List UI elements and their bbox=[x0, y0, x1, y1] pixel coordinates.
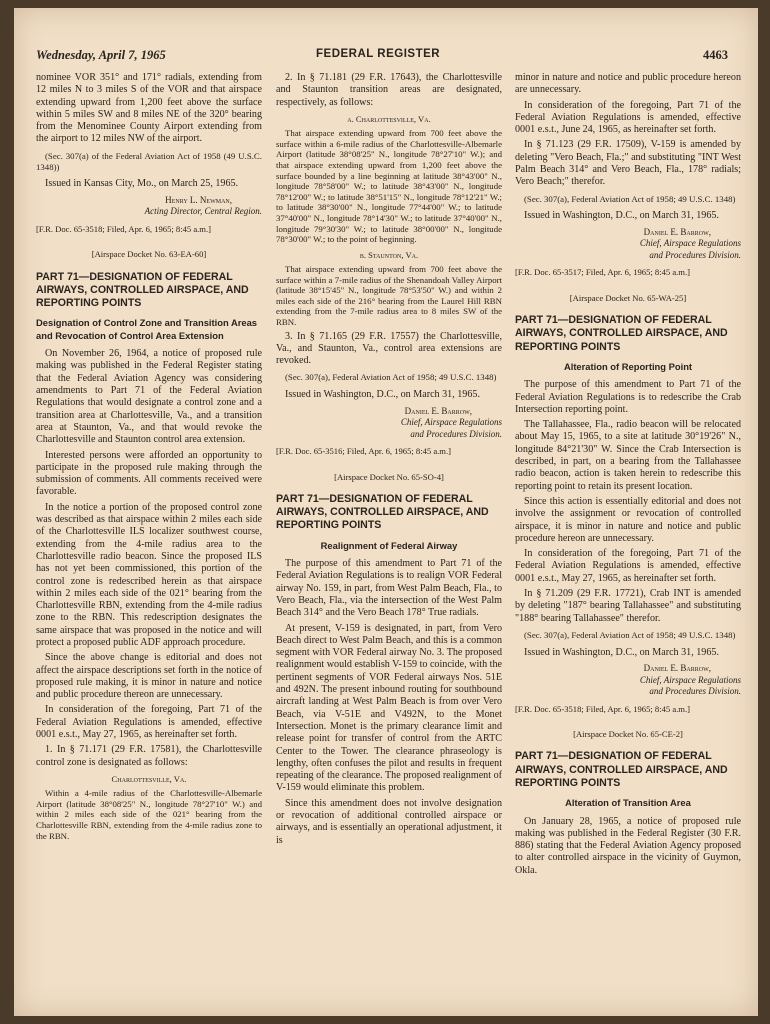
paragraph: Since this action is essentially editorial and does not involve the assignment or revocation of controlled airspace, it is minor in nature and notice and public procedure hereon are unnecessary. bbox=[515, 495, 741, 544]
column-2 bbox=[276, 72, 502, 850]
signer-title: Chief, Airspace Regulations bbox=[400, 417, 502, 428]
signature-block bbox=[36, 195, 262, 218]
paragraph: Interested persons were afforded an opportunity to participate in the proposed rule making through the submission of comments. All comments received were favorable. bbox=[36, 449, 262, 498]
page-number: 4463 bbox=[703, 48, 728, 62]
citation: (Sec. 307(a), Federal Aviation Act of 1958; 49 U.S.C. 1348) bbox=[285, 372, 497, 383]
section-subheading: Designation of Control Zone and Transition Areas and Revocation of Control Area Extension bbox=[36, 317, 258, 341]
paragraph: On November 26, 1964, a notice of proposed rule making was published in the Federal Register stating that the Federal Aviation Agency was considering amendments to Part 71 of the Federal Aviation Regulations that would designate a control zone and a transition area at Charlottesville, Va., and a transition area at Staunton, Va., and that would revoke the Charlottesville and Staunton control area extension. bbox=[36, 348, 262, 446]
paragraph: In consideration of the foregoing, Part 71 of the Federal Aviation Regulations is amended, effective 0001 e.s.t., June 24, 1965, as hereinafter set forth. bbox=[515, 99, 741, 136]
header-date: Wednesday, April 7, 1965 bbox=[36, 48, 166, 62]
signer-title: and Procedures Division. bbox=[649, 249, 741, 260]
issued-line: Issued in Washington, D.C., on March 31, 1965. bbox=[524, 210, 719, 222]
airspace-description: That airspace extending upward from 700 feet above the surface within a 7-mile radius of the Shenandoah Valley Airport (latitude 38°15'45" N., longitude 78°53'50" W.) and within 2 miles each side of the 216° bearing from the Laurel Hill RBN extending from the 7-mile radius area to 8 miles SW of the RBN. bbox=[276, 264, 502, 327]
citation: (Sec. 307(a), Federal Aviation Act of 1958; 49 U.S.C. 1348) bbox=[524, 193, 736, 204]
docket-number: [Airspace Docket No. 63-EA-60] bbox=[91, 249, 207, 260]
column-3 bbox=[515, 72, 741, 880]
column-1 bbox=[36, 72, 262, 844]
paragraph: In § 71.123 (29 F.R. 17509), V-159 is amended by deleting "Vero Beach, Fla.;" and substituting "INT West Palm Beach 314° and Vero Beach, Fla., 178° radials; Vero Beach;" therefor. bbox=[515, 139, 741, 188]
signer-title: Acting Director, Central Region. bbox=[144, 206, 262, 217]
signer-name: Henry L. Newman, bbox=[165, 194, 232, 205]
paragraph: In § 71.209 (29 F.R. 17721), Crab INT is amended by deleting "187° bearing Tallahassee" and substituting "188° bearing Tallahassee" therefor. bbox=[515, 588, 741, 624]
signature-block bbox=[515, 663, 741, 698]
signature-block bbox=[515, 227, 741, 262]
part-heading: PART 71—DESIGNATION OF FEDERAL AIRWAYS, CONTROLLED AIRSPACE, AND REPORTING POINTS bbox=[515, 750, 728, 789]
paragraph: On January 28, 1965, a notice of proposed rule making was published in the Federal Register (30 F.R. 886) stating that the Federal Aviation Agency proposed to alter controlled airspace in the vicinity of Guymon, Okla. bbox=[515, 815, 741, 876]
part-heading: PART 71—DESIGNATION OF FEDERAL AIRWAYS, CONTROLLED AIRSPACE, AND REPORTING POINTS bbox=[515, 314, 728, 353]
paragraph: Since this amendment does not involve designation or revocation of additional controlled airspace or airways, and is essentially an operational adjustment, it is bbox=[276, 797, 502, 846]
section-subheading: Realignment of Federal Airway bbox=[320, 539, 458, 551]
signer-title: Chief, Airspace Regulations bbox=[639, 674, 741, 685]
paragraph: In consideration of the foregoing, Part 71 of the Federal Aviation Regulations is amended, effective 0001 e.s.t., May 27, 1965, as hereinafter set forth. bbox=[36, 704, 262, 741]
paragraph: In the notice a portion of the proposed control zone was described as that airspace within 2 miles each side of the Charlottesville ILS localizer southwest course, extending from the 4-mile radius area to the Charlottesville radio beacon. Since the proposed ILS has not yet been commissioned, this portion of the control zone is redescribed herein as that airspace within 2 miles each side of the 021° bearing from the Charlottesville RBN, extending from the 4-mile radius zone to the RBN. This redescription designates the same airspace that was proposed in the notice and will protect a proposed public ADF approach procedure. bbox=[36, 501, 262, 648]
issued-line: Issued in Kansas City, Mo., on March 25, 1965. bbox=[45, 178, 239, 190]
fr-doc-line: [F.R. Doc. 65-3517; Filed, Apr. 6, 1965; 8:45 a.m.] bbox=[515, 267, 690, 278]
location-heading: b. Staunton, Va. bbox=[359, 249, 419, 260]
paragraph: Since the above change is editorial and does not affect the airspace descriptions set forth in the notice of proposed rule making, it is minor in nature and notice and public procedure thereon are unnecessary. bbox=[36, 652, 262, 701]
paragraph: 1. In § 71.171 (29 F.R. 17581), the Charlottesville control zone is designated as follows: bbox=[36, 744, 262, 768]
location-heading: Charlottesville, Va. bbox=[111, 773, 187, 784]
signer-title: Chief, Airspace Regulations bbox=[639, 238, 741, 249]
airspace-description: Within a 4-mile radius of the Charlottesville-Albemarle Airport (latitude 38°08'25" N., longitude 78°27'10" W.) and within 2 miles each side of the 021° bearing from the Charlottesville RBN, extending from the 4-mile radius zone to the RBN. bbox=[36, 788, 262, 841]
paragraph: The purpose of this amendment to Part 71 of the Federal Aviation Regulations is to redescribe the Crab Intersection reporting point. bbox=[515, 379, 741, 415]
section-subheading: Alteration of Transition Area bbox=[565, 797, 691, 808]
issued-line: Issued in Washington, D.C., on March 31, 1965. bbox=[524, 646, 719, 658]
part-heading: PART 71—DESIGNATION OF FEDERAL AIRWAYS, CONTROLLED AIRSPACE, AND REPORTING POINTS bbox=[36, 270, 249, 309]
signer-title: and Procedures Division. bbox=[649, 686, 741, 696]
fr-doc-line: [F.R. Doc. 65-3518; Filed, Apr. 6, 1965; 8:45 a.m.] bbox=[36, 223, 211, 234]
airspace-description: That airspace extending upward from 700 feet above the surface within a 6-mile radius of the Charlottesville-Albemarle Airport (latitude 38°08'25" N., longitude 78°27'10" W.); and that airspace extending upward from 1,200 feet above the surface bounded by a line beginning at latitude 38°43'00" N., longitude 78°58'00" W.; to latitude 38°43'00" N., longitude 78°12'00" W.; to latitude 38°51'15" N., longitude 78°12'21" W.; to latitude 38°30'00" N., longitude 77°44'00" W.; to latitude 37°40'00" N., longitude 78°14'30" W.; to latitude 37°40'00" N., longitude 79°30'30" W.; to latitude 38°00'00" N., longitude 78°30'00" W.; to the point of beginning. bbox=[276, 128, 502, 245]
paragraph: The purpose of this amendment to Part 71 of the Federal Aviation Regulations is to realign VOR Federal airway No. 159, in part, from West Palm Beach, Fla., to Vero Beach, Fla., via the intersection of the West Palm Beach 314° and the Vero Beach 178° True radials. bbox=[276, 558, 502, 619]
part-heading: PART 71—DESIGNATION OF FEDERAL AIRWAYS, CONTROLLED AIRSPACE, AND REPORTING POINTS bbox=[276, 492, 489, 532]
document-page bbox=[14, 8, 758, 1016]
fr-doc-line: [F.R. Doc. 65-3518; Filed, Apr. 6, 1965; 8:45 a.m.] bbox=[515, 703, 690, 714]
signer-title: and Procedures Division. bbox=[410, 428, 502, 439]
location-heading: a. Charlottesville, Va. bbox=[347, 113, 431, 124]
paragraph: minor in nature and notice and public procedure hereon are unnecessary. bbox=[515, 72, 741, 96]
paragraph: nominee VOR 351° and 171° radials, extending from 12 miles N to 3 miles S of the VOR and that airspace extending upward from 1,200 feet above the surface within 5 miles SW and 8 miles NE of the 320° bearing from the Menominee County Airport extending from the airport to 12 miles NW of the airport. bbox=[36, 72, 262, 145]
paragraph: In consideration of the foregoing, Part 71 of the Federal Aviation Regulations is amended, effective 0001 e.s.t., May 27, 1965, as hereinafter set forth. bbox=[515, 548, 741, 584]
citation: (Sec. 307(a), Federal Aviation Act of 1958; 49 U.S.C. 1348) bbox=[524, 629, 736, 640]
signer-name: Daniel E. Barrow, bbox=[643, 226, 711, 237]
docket-number: [Airspace Docket No. 65-WA-25] bbox=[569, 292, 687, 303]
docket-number: [Airspace Docket No. 65-SO-4] bbox=[334, 471, 444, 482]
header-title: FEDERAL REGISTER bbox=[316, 48, 441, 60]
signer-name: Daniel E. Barrow, bbox=[643, 663, 711, 673]
signer-name: Daniel E. Barrow, bbox=[404, 405, 472, 416]
issued-line: Issued in Washington, D.C., on March 31, 1965. bbox=[285, 389, 480, 401]
running-header bbox=[36, 48, 736, 68]
signature-block bbox=[276, 406, 502, 441]
paragraph: The Tallahassee, Fla., radio beacon will be relocated about May 15, 1965, to a site at latitude 30°19'26" N., longitude 84°21'30" W. Since the Crab Intersection is described, in part, on a bearing from the Tallahassee radio beacon, action is taken herein to redescribe this reporting point to retain its present location. bbox=[515, 419, 741, 492]
paragraph: 2. In § 71.181 (29 F.R. 17643), the Charlottesville and Staunton transition areas are designated, respectively, as follows: bbox=[276, 72, 502, 108]
paragraph: At present, V-159 is designated, in part, from Vero Beach direct to West Palm Beach, and this is a common segment with VOR Federal airway No. 3. The proposed realignment would establish V-159 to coincide, with the pertinent segments of VOR Federal airways Nos. 51E and 492N. The present inbound routing for southbound aircraft landing at West Palm Beach is from over Vero Beach, via V-51E and V492N, to the Monet Intersection. Monet is the primary clearance limit and release point for transfer of control from the ARTC Center to the Tower. The clearance phraseology is lengthy, often confuses the pilot and results in frequent repeating of the clearance. The proposed realignment of V-159 would eliminate this problem. bbox=[276, 622, 502, 794]
citation: (Sec. 307(a) of the Federal Aviation Act of 1958 (49 U.S.C. 1348)) bbox=[36, 150, 262, 172]
docket-number: [Airspace Docket No. 65-CE-2] bbox=[573, 729, 683, 740]
fr-doc-line: [F.R. Doc. 65-3516; Filed, Apr. 6, 1965; 8:45 a.m.] bbox=[276, 446, 451, 457]
paragraph: 3. In § 71.165 (29 F.R. 17557) the Charlottesville, Va., and Staunton, Va., control area extensions are revoked. bbox=[276, 330, 502, 367]
section-subheading: Alteration of Reporting Point bbox=[563, 360, 693, 372]
